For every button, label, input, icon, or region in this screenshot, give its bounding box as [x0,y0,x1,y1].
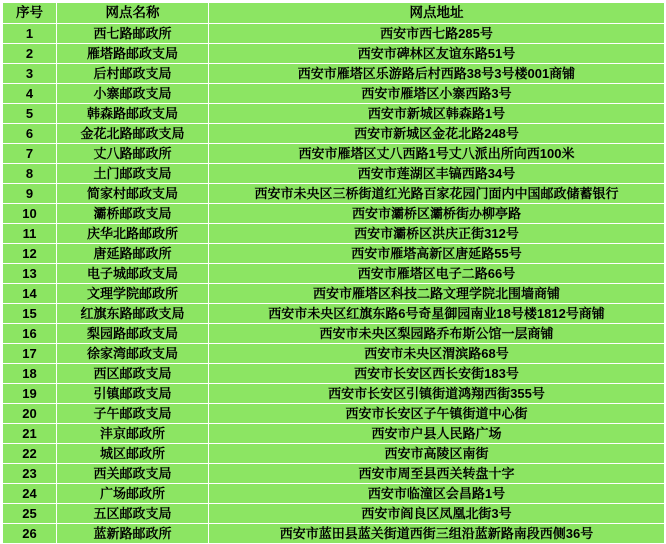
cell-outlet-name: 子午邮政支局 [57,404,209,424]
cell-outlet-address: 西安市灞桥区灞桥街办柳亭路 [209,204,665,224]
cell-index: 3 [3,64,57,84]
cell-outlet-name: 唐延路邮政所 [57,244,209,264]
table-body [3,24,665,544]
cell-outlet-name: 小寨邮政支局 [57,84,209,104]
column-header-address: 网点地址 [209,3,665,24]
cell-outlet-address: 西安市未央区梨园路乔布斯公馆一层商铺 [209,324,665,344]
cell-outlet-name: 韩森路邮政支局 [57,104,209,124]
cell-outlet-address: 西安市雁塔区乐游路后村西路38号3号楼001商铺 [209,64,665,84]
cell-outlet-address: 西安市莲湖区丰镐西路34号 [209,164,665,184]
cell-outlet-address: 西安市阎良区凤凰北街3号 [209,504,665,524]
cell-outlet-name: 文理学院邮政所 [57,284,209,304]
cell-outlet-address: 西安市雁塔区小寨西路3号 [209,84,665,104]
table-row [3,224,665,244]
table-row [3,444,665,464]
cell-index: 10 [3,204,57,224]
cell-outlet-name: 徐家湾邮政支局 [57,344,209,364]
cell-outlet-address: 西安市雁塔区丈八西路1号丈八派出所向西100米 [209,144,665,164]
cell-outlet-name: 金花北路邮政支局 [57,124,209,144]
cell-outlet-name: 电子城邮政支局 [57,264,209,284]
table-row [3,204,665,224]
cell-outlet-name: 西七路邮政所 [57,24,209,44]
table-row [3,44,665,64]
cell-outlet-address: 西安市未央区渭滨路68号 [209,344,665,364]
cell-index: 15 [3,304,57,324]
cell-index: 18 [3,364,57,384]
cell-index: 8 [3,164,57,184]
table-row [3,24,665,44]
cell-outlet-name: 西关邮政支局 [57,464,209,484]
cell-outlet-name: 灞桥邮政支局 [57,204,209,224]
table-row [3,244,665,264]
cell-index: 11 [3,224,57,244]
cell-outlet-name: 庆华北路邮政所 [57,224,209,244]
table-row [3,484,665,504]
cell-index: 22 [3,444,57,464]
table-row [3,184,665,204]
cell-index: 24 [3,484,57,504]
cell-outlet-address: 西安市临潼区会昌路1号 [209,484,665,504]
table-row [3,424,665,444]
cell-index: 5 [3,104,57,124]
cell-index: 9 [3,184,57,204]
cell-outlet-address: 西安市灞桥区洪庆正街312号 [209,224,665,244]
table-row [3,64,665,84]
cell-index: 12 [3,244,57,264]
column-header-index: 序号 [3,3,57,24]
cell-index: 7 [3,144,57,164]
cell-outlet-name: 蓝新路邮政所 [57,524,209,544]
table-row [3,84,665,104]
table-row [3,284,665,304]
cell-index: 16 [3,324,57,344]
cell-outlet-name: 西区邮政支局 [57,364,209,384]
table-row [3,264,665,284]
cell-index: 2 [3,44,57,64]
cell-index: 14 [3,284,57,304]
table-row [3,164,665,184]
table-row [3,384,665,404]
cell-index: 26 [3,524,57,544]
cell-outlet-address: 西安市未央区三桥街道红光路百家花园门面内中国邮政储蓄银行 [209,184,665,204]
table-row [3,104,665,124]
table-row [3,144,665,164]
cell-index: 17 [3,344,57,364]
cell-index: 20 [3,404,57,424]
cell-index: 19 [3,384,57,404]
cell-index: 23 [3,464,57,484]
cell-outlet-name: 广场邮政所 [57,484,209,504]
cell-outlet-address: 西安市长安区西长安街183号 [209,364,665,384]
cell-outlet-address: 西安市周至县西关转盘十字 [209,464,665,484]
cell-index: 6 [3,124,57,144]
cell-outlet-address: 西安市蓝田县蓝关街道西街三组沿蓝新路南段西侧36号 [209,524,665,544]
cell-index: 21 [3,424,57,444]
cell-index: 13 [3,264,57,284]
cell-outlet-name: 城区邮政所 [57,444,209,464]
cell-outlet-address: 西安市西七路285号 [209,24,665,44]
cell-outlet-name: 后村邮政支局 [57,64,209,84]
table-row [3,464,665,484]
column-header-name: 网点名称 [57,3,209,24]
cell-index: 25 [3,504,57,524]
table-row [3,344,665,364]
table-row [3,364,665,384]
table-row [3,504,665,524]
cell-outlet-address: 西安市长安区引镇街道鸿翔西街355号 [209,384,665,404]
cell-outlet-address: 西安市新城区金花北路248号 [209,124,665,144]
table-header [3,3,665,24]
cell-outlet-address: 西安市长安区子午镇街道中心街 [209,404,665,424]
table-row [3,404,665,424]
cell-outlet-address: 西安市未央区红旗东路6号奇星御园南业18号楼1812号商铺 [209,304,665,324]
table-row [3,124,665,144]
table-header-row [3,3,665,24]
cell-outlet-address: 西安市雁塔区科技二路文理学院北围墙商铺 [209,284,665,304]
table-row [3,304,665,324]
cell-outlet-name: 雁塔路邮政支局 [57,44,209,64]
cell-outlet-name: 沣京邮政所 [57,424,209,444]
cell-outlet-name: 土门邮政支局 [57,164,209,184]
cell-index: 1 [3,24,57,44]
cell-outlet-address: 西安市雁塔高新区唐延路55号 [209,244,665,264]
cell-outlet-name: 引镇邮政支局 [57,384,209,404]
cell-outlet-address: 西安市新城区韩森路1号 [209,104,665,124]
table-row [3,324,665,344]
cell-outlet-address: 西安市户县人民路广场 [209,424,665,444]
cell-outlet-address: 西安市雁塔区电子二路66号 [209,264,665,284]
table-row [3,524,665,544]
cell-outlet-name: 简家村邮政支局 [57,184,209,204]
cell-index: 4 [3,84,57,104]
cell-outlet-name: 红旗东路邮政支局 [57,304,209,324]
cell-outlet-name: 五区邮政支局 [57,504,209,524]
cell-outlet-name: 梨园路邮政支局 [57,324,209,344]
cell-outlet-address: 西安市高陵区南街 [209,444,665,464]
cell-outlet-name: 丈八路邮政所 [57,144,209,164]
network-outlets-table [2,2,665,544]
cell-outlet-address: 西安市碑林区友谊东路51号 [209,44,665,64]
